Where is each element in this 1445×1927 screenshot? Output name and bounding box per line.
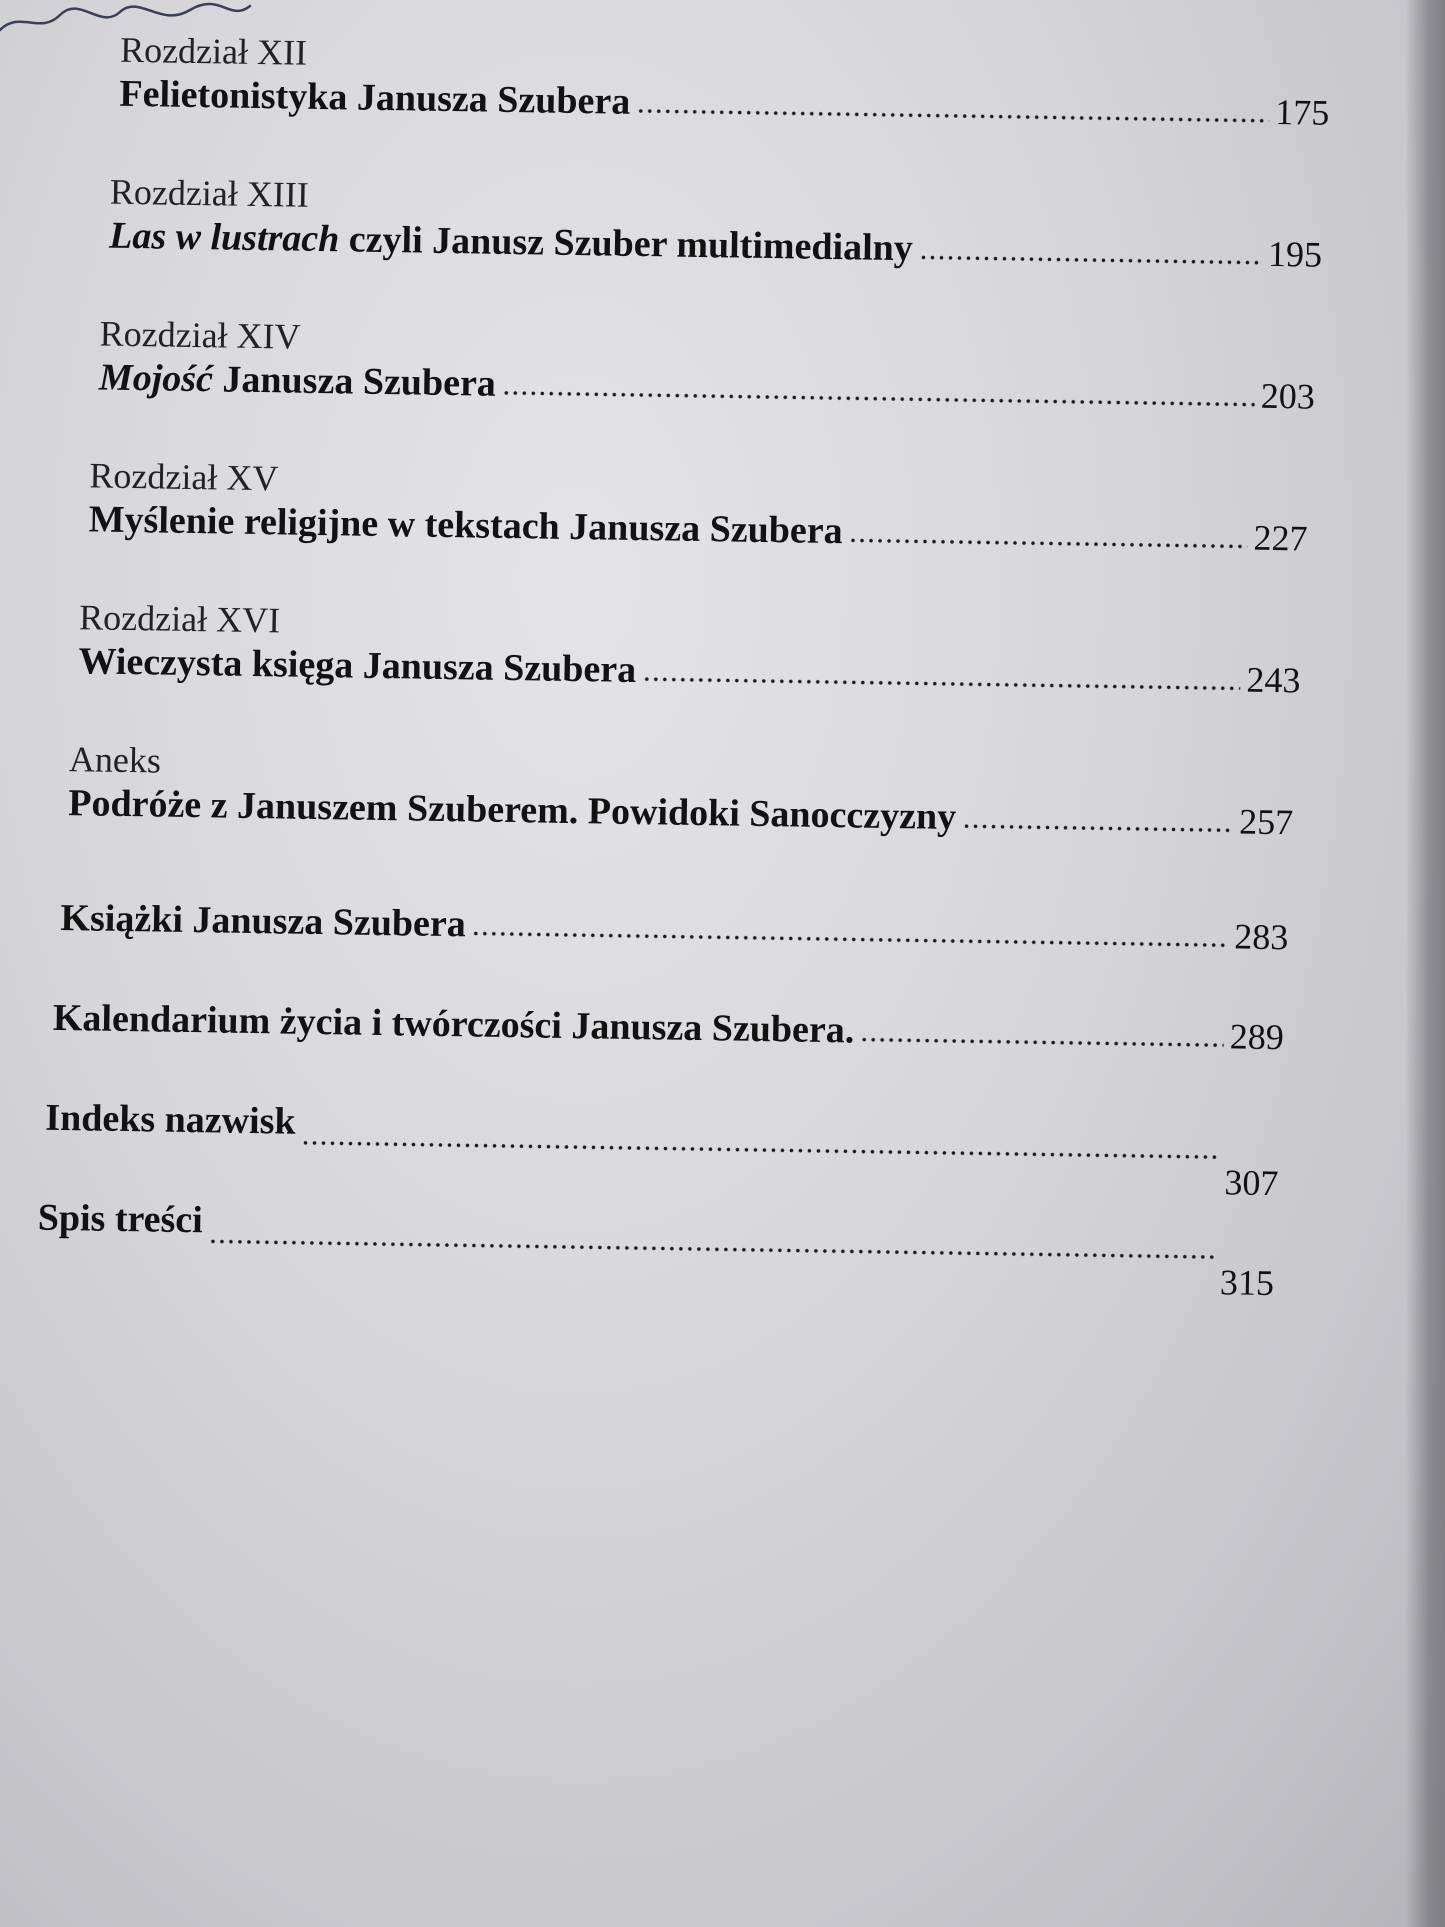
dot-leader (301, 1139, 1219, 1161)
toc-entry (37, 1195, 1308, 1307)
chapter-label: Rozdział XVI (78, 597, 281, 641)
page-number: 203 (1260, 375, 1316, 417)
dot-leader (208, 1237, 1214, 1261)
page-number: 257 (1238, 801, 1294, 843)
entry-title-text: czyli Janusz Szuber multimedialny (339, 218, 914, 270)
entry-title-text: Spis treści (37, 1196, 204, 1242)
entry-title-row (53, 995, 1285, 1060)
entry-title-text: Podróże z Januszem Szuberem. Powidoki Sanocczyzny (67, 782, 957, 839)
page-number: 175 (1274, 91, 1330, 133)
chapter-label: Rozdział XII (119, 29, 308, 73)
toc-entry (109, 171, 1380, 279)
page-number: 307 (1224, 1162, 1279, 1204)
page-number: 227 (1253, 517, 1308, 559)
toc-entry (78, 596, 1349, 704)
entry-title (53, 995, 855, 1054)
chapter-label: Rozdział XV (89, 455, 279, 499)
entry-title (45, 1095, 296, 1145)
page-number: 243 (1246, 659, 1301, 701)
entry-title-text: Kalendarium życia i twórczości Janusza Szubera. (52, 996, 855, 1052)
entry-title (37, 1195, 203, 1244)
entry-title-text: Janusza Szubera (212, 358, 497, 405)
toc-entry (60, 895, 1331, 961)
entry-title (99, 355, 497, 407)
dot-leader (636, 107, 1269, 125)
toc-entry (53, 995, 1324, 1061)
toc-entry (88, 454, 1359, 562)
page-number: 283 (1234, 916, 1289, 958)
dot-leader (848, 536, 1247, 550)
entry-title-row (37, 1195, 1275, 1306)
entry-title-text: Felietonistyka Janusza Szubera (119, 72, 631, 123)
entry-title-italic: Las w lustrach (108, 214, 340, 261)
dot-leader (502, 389, 1255, 409)
dot-leader (962, 822, 1233, 834)
page-number: 315 (1219, 1262, 1275, 1304)
dot-leader (860, 1036, 1224, 1050)
entry-title (60, 895, 466, 947)
entry-title (78, 638, 636, 693)
chapter-label: Aneks (68, 739, 162, 781)
toc-entry (44, 1095, 1315, 1207)
page-number: 289 (1229, 1016, 1285, 1058)
entry-title-text: Myślenie religijne w tekstach Janusza Szubera (88, 498, 843, 553)
chapter-label: Rozdział XIII (109, 171, 310, 215)
dot-leader (919, 253, 1262, 266)
page-edge-shadow (1405, 0, 1445, 1927)
toc-entry (99, 313, 1370, 421)
entry-title-row (44, 1095, 1279, 1206)
dot-leader (642, 675, 1240, 692)
entry-title-italic: Mojość (98, 356, 214, 401)
entry-title (119, 71, 631, 125)
toc-entry (119, 29, 1390, 137)
toc-entry (68, 738, 1339, 846)
entry-title-row (60, 895, 1289, 960)
entry-title-text: Indeks nazwisk (45, 1096, 296, 1143)
chapter-label: Rozdział XIV (99, 313, 301, 357)
dot-leader (472, 929, 1229, 949)
entry-title-text: Wieczysta księga Janusza Szubera (78, 640, 637, 691)
page-number: 195 (1267, 233, 1323, 275)
entry-title-text: Książki Janusza Szubera (60, 896, 467, 946)
